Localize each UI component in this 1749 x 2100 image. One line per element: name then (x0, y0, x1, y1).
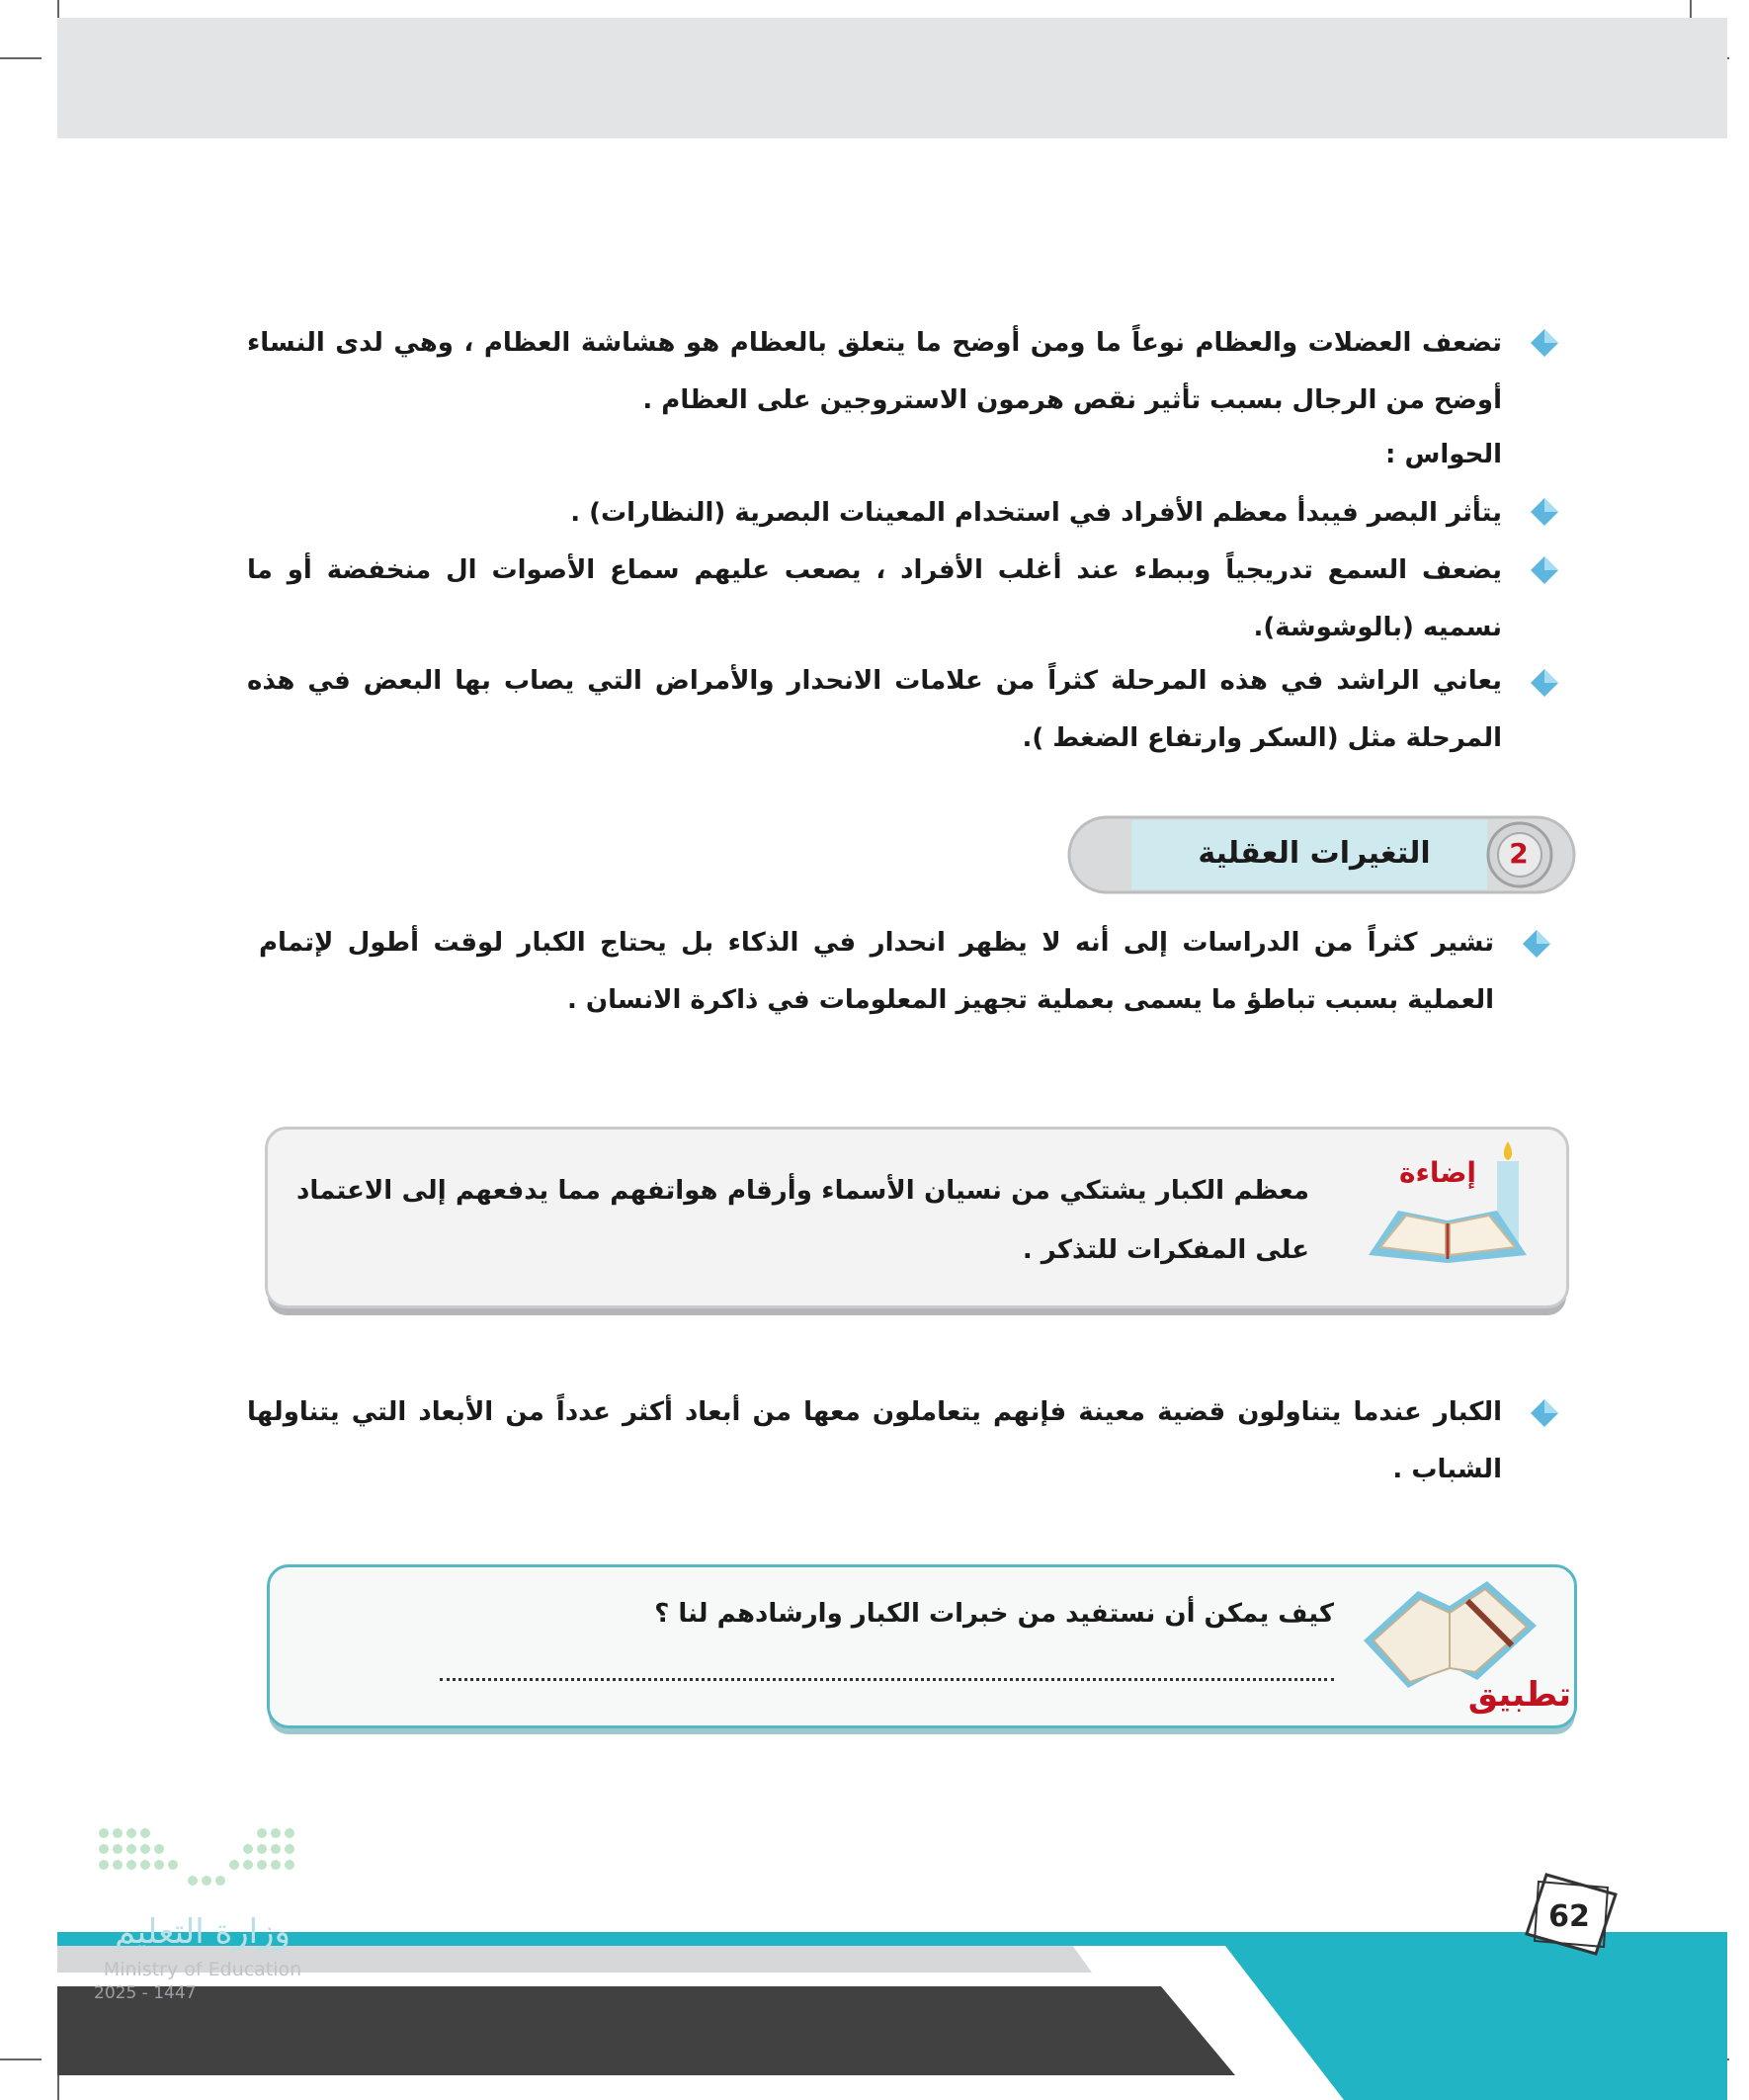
paragraph-dimensions: الكبار عندما يتناولون قضية معينة فإنهم يتعاملون معها من أبعاد أكثر عدداً من الأبعاد التي يتناولها الشباب . (247, 1397, 1502, 1484)
application-question: كيف يمكن أن نستفيد من خبرات الكبار وارشادهم لنا ؟ (654, 1599, 1334, 1629)
page-number: 62 (1548, 1899, 1590, 1934)
crop-mark (57, 0, 59, 18)
section-title: التغيرات العقلية (1198, 836, 1431, 871)
paragraph-hearing: يضعف السمع تدريجياً وببطء عند أغلب الأفراد ، يصعب عليهم سماع الأصوات ال منخفضة أو ما نسميه (بالوشوشة). (247, 555, 1502, 642)
section-number: 2 (1509, 837, 1529, 870)
diamond-bullet-icon (1530, 668, 1559, 698)
crop-mark (0, 57, 42, 59)
ministry-logo-dots-icon (94, 1823, 311, 1902)
diamond-bullet-icon (1530, 497, 1559, 527)
paragraph-diseases: يعاني الراشد في هذه المرحلة كثراً من علامات الانحدار والأمراض التي يصاب بها البعض في هذه المرحلة مثل (السكر وارتفاع الضغط ). (247, 666, 1502, 753)
paragraph-intelligence: تشير كثراً من الدراسات إلى أنه لا يظهر انحدار في الذكاء بل يحتاج الكبار لوقت أطول لإتمام العملية بسبب تباطؤ ما يسمى بعملية تجهيز المعلومات في ذاكرة الانسان . (259, 928, 1494, 1015)
crop-mark (1690, 0, 1692, 18)
tip-label: إضاءة (1398, 1156, 1476, 1189)
application-label: تطبيق (1467, 1675, 1571, 1715)
ministry-name-arabic: وزارة التعليم (115, 1912, 291, 1952)
paragraph-vision: يتأثر البصر فيبدأ معظم الأفراد في استخدام المعينات البصرية (النظارات) . (570, 498, 1502, 528)
paragraph-bones: تضعف العضلات والعظام نوعاً ما ومن أوضح ما يتعلق بالعظام هو هشاشة العظام ، وهي لدى النساء أوضح من الرجال بسبب تأثير نقص هرمون الاستروجين على العظام . (247, 328, 1502, 415)
ministry-year: 2025 - 1447 (94, 1983, 197, 2003)
diamond-bullet-icon (1530, 328, 1559, 358)
answer-line[interactable] (440, 1668, 1334, 1681)
diamond-bullet-icon (1530, 555, 1559, 585)
diamond-bullet-icon (1522, 929, 1551, 959)
ministry-name-english: Ministry of Education (103, 1959, 302, 1980)
header-band (57, 18, 1727, 138)
diamond-bullet-icon (1530, 1398, 1559, 1428)
footer-teal-shape (1225, 1932, 1749, 2100)
senses-heading: الحواس : (1385, 440, 1502, 469)
tip-text: معظم الكبار يشتكي من نسيان الأسماء وأرقام هواتفهم مما يدفعهم إلى الاعتماد على المفكرات للتذكر . (296, 1176, 1309, 1265)
